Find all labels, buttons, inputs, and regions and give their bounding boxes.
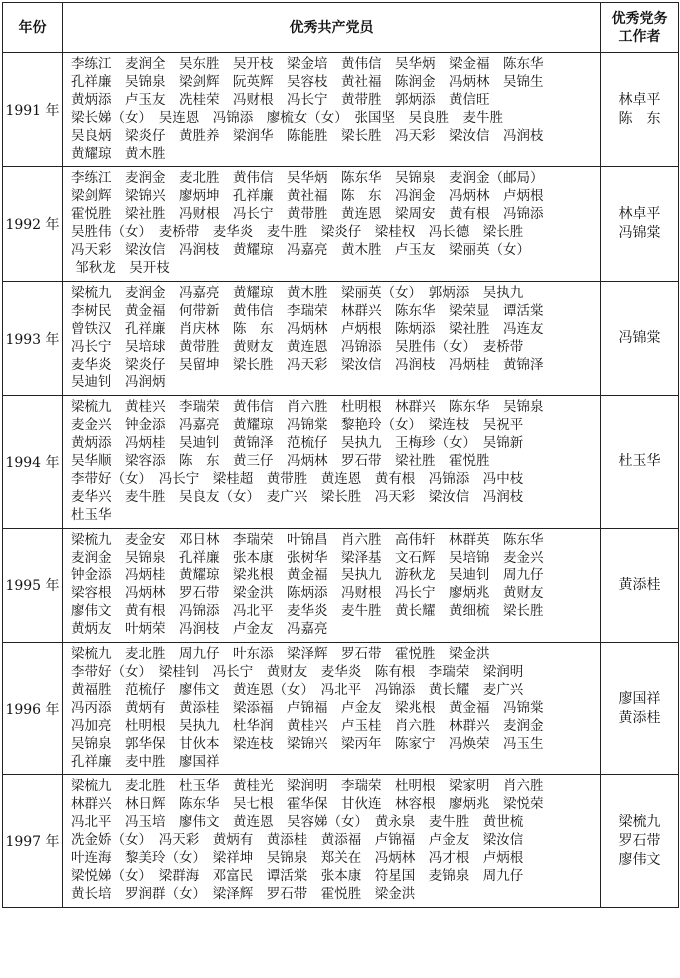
member-names-line: 梁长娣（女） 吴连恩 冯锦添 廖梳女（女） 张国坚 吴良胜 麦牛胜	[71, 109, 503, 126]
honor-table	[2, 2, 679, 908]
member-names-line: 林群兴 林日辉 陈东华 吴七根 霍华保 甘伙连 林容根 廖炳兆 梁悦荣	[71, 796, 544, 813]
member-names-line: 李带好（女） 冯长宁 梁桂超 黄带胜 黄连恩 黄有根 冯锦添 冯中枝	[71, 470, 524, 487]
member-names-line: 吴锦泉 郭华保 甘伙本 梁连枝 梁锦兴 梁丙年 陈家宁 冯焕荣 冯玉生	[71, 735, 544, 752]
member-names-line: 叶连海 黎美玲（女） 梁祥坤 吴锦泉 郑关在 冯炳林 冯才根 卢炳根	[71, 850, 524, 867]
worker-name: 罗石带	[618, 832, 661, 849]
member-names-line: 麦金兴 钟金添 冯嘉亮 黄耀琼 冯锦棠 黎艳玲（女） 梁连枝 吴祝平	[71, 417, 524, 434]
member-names-line: 邹秋龙 吴开枝	[71, 259, 170, 276]
member-names-line: 李练江 麦润金 麦北胜 黄伟信 吴华炳 陈东华 吴锦泉 麦润金（邮局）	[71, 170, 544, 187]
worker-name: 廖伟文	[618, 851, 661, 868]
member-names-line: 黄福胜 范梳仔 廖伟文 黄连恩（女） 冯北平 冯锦添 黄长耀 麦广兴	[71, 681, 524, 698]
member-names-line: 黄长培 罗润群（女） 梁泽辉 罗石带 霍悦胜 梁金洪	[71, 885, 416, 902]
member-names-line: 冯天彩 梁汝信 冯润枝 黄耀琼 冯嘉亮 黄木胜 卢玉友 梁丽英（女）	[71, 242, 530, 259]
table-row	[3, 281, 679, 395]
member-names-line: 吴胜伟（女） 麦桥带 麦华炎 麦牛胜 梁炎仔 梁桂权 冯长德 梁长胜	[71, 224, 524, 241]
table-row	[3, 643, 679, 775]
member-names-line: 黄炳添 冯炳桂 吴迪钊 黄锦泽 范梳仔 吴执九 王梅珍（女） 吴锦新	[71, 435, 524, 452]
member-names-line: 梁梳九 麦北胜 杜玉华 黄桂光 梁润明 李瑞荣 杜明根 梁家明 肖六胜	[71, 778, 544, 795]
member-names-line: 孔祥廉 吴锦泉 梁剑辉 阮英辉 吴容枝 黄社福 陈润金 冯炳林 吴锦生	[71, 73, 544, 90]
workers-cell	[601, 396, 679, 528]
member-names-line: 梁梳九 麦北胜 周九仔 叶东添 梁泽辉 罗石带 霍悦胜 梁金洪	[71, 646, 490, 663]
member-names-line: 吴迪钊 冯润炳	[71, 374, 166, 391]
worker-name: 黄添桂	[618, 576, 661, 593]
header-members: 优秀共产党员	[63, 3, 601, 53]
members-cell	[63, 528, 601, 642]
members-cell	[63, 53, 601, 167]
member-names-line: 黄炳友 叶炳荣 冯润枝 卢金友 冯嘉亮	[71, 621, 328, 638]
table-row	[3, 396, 679, 528]
member-names-line: 吴良炳 梁炎仔 黄胜养 梁润华 陈能胜 梁长胜 冯天彩 梁汝信 冯润枝	[71, 127, 544, 144]
members-cell	[63, 281, 601, 395]
member-names-line: 黄炳添 卢玉友 冼桂荣 冯财根 冯长宁 黄带胜 郭炳添 黄信旺	[71, 91, 490, 108]
member-names-line: 麦润金 吴锦泉 孔祥廉 张本康 张树华 梁泽基 文石辉 吴培锦 麦金兴	[71, 549, 544, 566]
member-names-line: 李练江 麦润全 吴东胜 吴开枝 梁金培 黄伟信 吴华炳 梁金福 陈东华	[71, 56, 544, 72]
member-names-line: 廖伟文 黄有根 冯锦添 冯北平 麦华炎 麦牛胜 黄长耀 黄细梳 梁长胜	[71, 603, 544, 620]
year-cell: 1994 年	[3, 396, 63, 528]
member-names-line: 冼金娇（女） 冯天彩 黄炳有 黄添桂 黄添福 卢锦福 卢金友 梁汝信	[71, 832, 524, 849]
member-names-line: 冯丙添 黄炳有 黄添桂 梁添福 卢锦福 卢金友 梁兆根 黄金福 冯锦棠	[71, 699, 544, 716]
table-row	[3, 528, 679, 642]
year-cell: 1996 年	[3, 643, 63, 775]
member-names-line: 梁悦娣（女） 梁群海 邓富民 谭活棠 张本康 符星国 麦锦泉 周九仔	[71, 867, 524, 884]
worker-name: 林卓平	[618, 91, 661, 108]
member-names-line: 杜玉华	[71, 506, 112, 523]
header-workers	[601, 3, 679, 53]
members-cell	[63, 775, 601, 907]
members-cell	[63, 167, 601, 281]
worker-name: 林卓平	[618, 206, 661, 223]
member-names-line: 曾铁汉 孔祥廉 肖庆林 陈 东 冯炳林 卢炳根 陈炳添 梁社胜 冯连友	[71, 320, 544, 337]
member-names-line: 麦华炎 梁炎仔 吴留坤 梁长胜 冯天彩 梁汝信 冯润枝 冯炳桂 黄锦泽	[71, 356, 544, 373]
worker-name: 冯锦棠	[618, 330, 661, 347]
header-row	[3, 3, 679, 53]
worker-name: 陈 东	[618, 110, 661, 127]
workers-cell	[601, 53, 679, 167]
member-names-line: 冯加亮 杜明根 吴执九 杜华润 黄桂兴 卢玉桂 肖六胜 林群兴 麦润金	[71, 717, 544, 734]
year-cell: 1997 年	[3, 775, 63, 907]
member-names-line: 李树民 黄金福 何带新 黄伟信 李瑞荣 林群兴 陈东华 梁荣显 谭活棠	[71, 302, 544, 319]
member-names-line: 梁梳九 黄桂兴 李瑞荣 黄伟信 肖六胜 杜明根 林群兴 陈东华 吴锦泉	[71, 399, 544, 416]
worker-name: 梁梳九	[618, 813, 661, 830]
worker-name: 黄添桂	[618, 709, 661, 726]
year-cell: 1993 年	[3, 281, 63, 395]
member-names-line: 麦华兴 麦牛胜 吴良友（女） 麦广兴 梁长胜 冯天彩 梁汝信 冯润枝	[71, 488, 524, 505]
member-names-line: 孔祥廉 麦中胜 廖国祥	[71, 753, 220, 770]
members-cell	[63, 396, 601, 528]
header-workers-text: 优秀党务 工作者	[611, 10, 668, 45]
table-row	[3, 53, 679, 167]
member-names-line: 梁容根 冯炳林 罗石带 梁金洪 陈炳添 冯财根 冯长宁 廖炳兆 黄财友	[71, 585, 544, 602]
member-names-line: 黄耀琼 黄木胜	[71, 145, 166, 162]
workers-cell	[601, 281, 679, 395]
worker-name: 杜玉华	[618, 453, 661, 470]
table-row	[3, 775, 679, 907]
member-names-line: 冯北平 冯玉培 廖伟文 黄连恩 吴容娣（女） 黄永泉 麦牛胜 黄世梳	[71, 814, 524, 831]
workers-cell	[601, 775, 679, 907]
member-names-line: 梁剑辉 梁锦兴 廖炳坤 孔祥廉 黄社福 陈 东 冯润金 冯炳林 卢炳根	[71, 188, 544, 205]
header-year: 年份	[3, 3, 63, 53]
member-names-line: 梁梳九 麦润金 冯嘉亮 黄耀琼 黄木胜 梁丽英（女） 郭炳添 吴执九	[71, 284, 524, 301]
year-cell: 1995 年	[3, 528, 63, 642]
workers-cell	[601, 528, 679, 642]
worker-name: 冯锦棠	[618, 225, 661, 242]
member-names-line: 梁梳九 麦金安 邓日林 李瑞荣 叶锦昌 肖六胜 高伟轩 林群英 陈东华	[71, 531, 544, 548]
member-names-line: 吴华顺 梁容添 陈 东 黄三仔 冯炳林 罗石带 梁社胜 霍悦胜	[71, 453, 490, 470]
members-cell	[63, 643, 601, 775]
worker-name: 廖国祥	[618, 690, 661, 707]
workers-cell	[601, 643, 679, 775]
member-names-line: 冯长宁 吴培球 黄带胜 黄财友 黄连恩 冯锦添 吴胜伟（女） 麦桥带	[71, 338, 524, 355]
workers-cell	[601, 167, 679, 281]
member-names-line: 钟金添 冯炳桂 黄耀琼 梁兆根 黄金福 吴执九 游秋龙 吴迪钊 周九仔	[71, 567, 544, 584]
table-row	[3, 167, 679, 281]
member-names-line: 霍悦胜 梁社胜 冯财根 冯长宁 黄带胜 黄连恩 梁周安 黄有根 冯锦添	[71, 206, 544, 223]
member-names-line: 李带好（女） 梁桂钊 冯长宁 黄财友 麦华炎 陈有根 李瑞荣 梁润明	[71, 664, 524, 680]
year-cell: 1991 年	[3, 53, 63, 167]
year-cell: 1992 年	[3, 167, 63, 281]
